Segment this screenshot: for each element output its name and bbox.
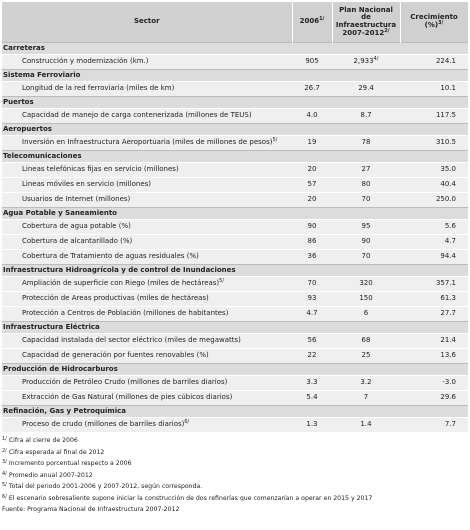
value-2006: 36 (292, 250, 332, 265)
value-2006: 93 (292, 292, 332, 307)
value-plan-2012: 150 (332, 292, 400, 307)
footnote: $^{4/}$ Promedio anual 2007-2012 (2, 470, 93, 479)
indicator-label: Usuarios de Internet (millones) (2, 193, 292, 208)
table-row (2, 136, 468, 151)
table-row (2, 376, 468, 391)
category-label: Producción de Hidrocarburos (2, 364, 468, 376)
table-row (2, 109, 468, 124)
indicator-label: Capacidad instalada del sector eléctrico (miles de megawatts) (2, 334, 292, 349)
value-plan-2012: 1.4 (332, 418, 400, 433)
category-row (2, 364, 468, 376)
category-row (2, 208, 468, 220)
value-growth: 250.0 (400, 193, 468, 208)
category-row (2, 406, 468, 418)
value-growth: 13.6 (400, 349, 468, 364)
indicator-label: Inversión en Infraestructura Aeroportuaria (miles de millones de pesos)$^{5/}$ (2, 136, 292, 151)
value-growth: 35.0 (400, 163, 468, 178)
value-plan-2012: 25 (332, 349, 400, 364)
value-growth: 357.1 (400, 277, 468, 292)
table-row (2, 391, 468, 406)
value-2006: 19 (292, 136, 332, 151)
value-2006: 5.4 (292, 391, 332, 406)
indicator-label: Lineas móviles en servicio (millones) (2, 178, 292, 193)
category-label: Infraestructura Eléctrica (2, 322, 468, 334)
value-plan-2012: 90 (332, 235, 400, 250)
indicator-label: Cobertura de alcantarillado (%) (2, 235, 292, 250)
value-2006: 4.7 (292, 307, 332, 322)
value-plan-2012: 6 (332, 307, 400, 322)
table-row (2, 277, 468, 292)
indicator-label: Longitud de la red ferroviaria (miles de km) (2, 82, 292, 97)
value-plan-2012: 95 (332, 220, 400, 235)
footnote: $^{2/}$ Cifra esperada al final de 2012 (2, 447, 105, 456)
value-2006: 22 (292, 349, 332, 364)
table-row (2, 235, 468, 250)
category-row (2, 265, 468, 277)
category-row (2, 124, 468, 136)
category-label: Refinación, Gas y Petroquímica (2, 406, 468, 418)
table-row (2, 178, 468, 193)
value-growth: 117.5 (400, 109, 468, 124)
value-2006: 905 (292, 55, 332, 70)
value-plan-2012: 3.2 (332, 376, 400, 391)
value-plan-2012: 70 (332, 193, 400, 208)
table-row (2, 418, 468, 433)
category-label: Infraestructura Hidroagrícola y de control de Inundaciones (2, 265, 468, 277)
value-growth: 5.6 (400, 220, 468, 235)
infrastructure-goals-table (2, 2, 469, 432)
value-2006: 4.0 (292, 109, 332, 124)
value-2006: 20 (292, 163, 332, 178)
footnote: $^{5/}$ Total del periodo 2001-2006 y 2007-2012, según corresponda. (2, 482, 203, 490)
indicator-label: Ampliación de superficie con Riego (miles de hectáreas)$^{5/}$ (2, 277, 292, 292)
value-2006: 26.7 (292, 82, 332, 97)
indicator-label: Lineas telefónicas fijas en servicio (millones) (2, 163, 292, 178)
category-label: Agua Potable y Saneamiento (2, 208, 468, 220)
category-label: Carreteras (2, 43, 468, 55)
table-row (2, 307, 468, 322)
header-2006: $2006^{1/}$ (292, 2, 332, 43)
indicator-label: Proceso de crudo (millones de barriles diarios)$^{6/}$ (2, 418, 292, 433)
value-growth: 94.4 (400, 250, 468, 265)
category-row (2, 151, 468, 163)
value-growth: 4.7 (400, 235, 468, 250)
table-body (2, 43, 468, 433)
category-row (2, 97, 468, 109)
table-header-row (2, 2, 468, 43)
category-label: Sistema Ferroviario (2, 70, 468, 82)
value-plan-2012: 70 (332, 250, 400, 265)
footnote: $^{3/}$ Incremento porcentual respecto a 2006 (2, 459, 132, 467)
header-plan: Plan Nacional de Infraestructura $2007-2012^{2/}$ (332, 2, 400, 43)
indicator-label: Cobertura de agua potable (%) (2, 220, 292, 235)
value-plan-2012: 78 (332, 136, 400, 151)
category-label: Aeropuertos (2, 124, 468, 136)
indicator-label: Producción de Petróleo Crudo (millones de barriles diarios) (2, 376, 292, 391)
value-plan-2012: 7 (332, 391, 400, 406)
value-growth: 310.5 (400, 136, 468, 151)
table-row (2, 82, 468, 97)
source-note: Fuente: Programa Nacional de Infraestructura 2007-2012 (2, 506, 180, 513)
footnotes (2, 435, 470, 516)
value-plan-2012: 68 (332, 334, 400, 349)
value-plan-2012: 80 (332, 178, 400, 193)
table-row (2, 55, 468, 70)
value-2006: 90 (292, 220, 332, 235)
header-sector: Sector (2, 2, 292, 43)
footnote: $^{6/}$ El escenario sobresaliente supone iniciar la construcción de dos refinerías que comenzarían a operar en 2015 y 2017 (2, 493, 373, 502)
value-2006: 20 (292, 193, 332, 208)
indicator-label: Construcción y modernización (km.) (2, 55, 292, 70)
table-row (2, 220, 468, 235)
value-2006: 70 (292, 277, 332, 292)
indicator-label: Capacidad de manejo de carga contenerizada (millones de TEUS) (2, 109, 292, 124)
value-growth: 7.7 (400, 418, 468, 433)
value-2006: 3.3 (292, 376, 332, 391)
indicator-label: Cobertura de Tratamiento de aguas residuales (%) (2, 250, 292, 265)
value-plan-2012: 29.4 (332, 82, 400, 97)
category-label: Telecomunicaciones (2, 151, 468, 163)
value-2006: 57 (292, 178, 332, 193)
category-row (2, 43, 468, 55)
value-growth: -3.0 (400, 376, 468, 391)
value-2006: 56 (292, 334, 332, 349)
value-growth: 29.6 (400, 391, 468, 406)
table-row (2, 163, 468, 178)
value-growth: 10.1 (400, 82, 468, 97)
header-growth: Crecimiento (%)$^{3/}$ (400, 2, 468, 43)
category-row (2, 322, 468, 334)
table-row (2, 334, 468, 349)
value-growth: 224.1 (400, 55, 468, 70)
value-2006: 1.3 (292, 418, 332, 433)
value-2006: 86 (292, 235, 332, 250)
category-label: Puertos (2, 97, 468, 109)
footnote: $^{1/}$ Cifra al cierre de 2006 (2, 436, 78, 444)
value-plan-2012: 8.7 (332, 109, 400, 124)
table-row (2, 250, 468, 265)
indicator-label: Protección de Areas productivas (miles de hectáreas) (2, 292, 292, 307)
category-row (2, 70, 468, 82)
value-growth: 61.3 (400, 292, 468, 307)
value-growth: 40.4 (400, 178, 468, 193)
table-row (2, 193, 468, 208)
value-plan-2012: $2,933^{4/}$ (332, 55, 400, 70)
indicator-label: Extracción de Gas Natural (millones de pies cúbicos diarios) (2, 391, 292, 406)
value-plan-2012: 27 (332, 163, 400, 178)
table-row (2, 349, 468, 364)
value-growth: 27.7 (400, 307, 468, 322)
value-plan-2012: 320 (332, 277, 400, 292)
value-growth: 21.4 (400, 334, 468, 349)
indicator-label: Protección a Centros de Población (millones de habitantes) (2, 307, 292, 322)
table-row (2, 292, 468, 307)
indicator-label: Capacidad de generación por fuentes renovables (%) (2, 349, 292, 364)
